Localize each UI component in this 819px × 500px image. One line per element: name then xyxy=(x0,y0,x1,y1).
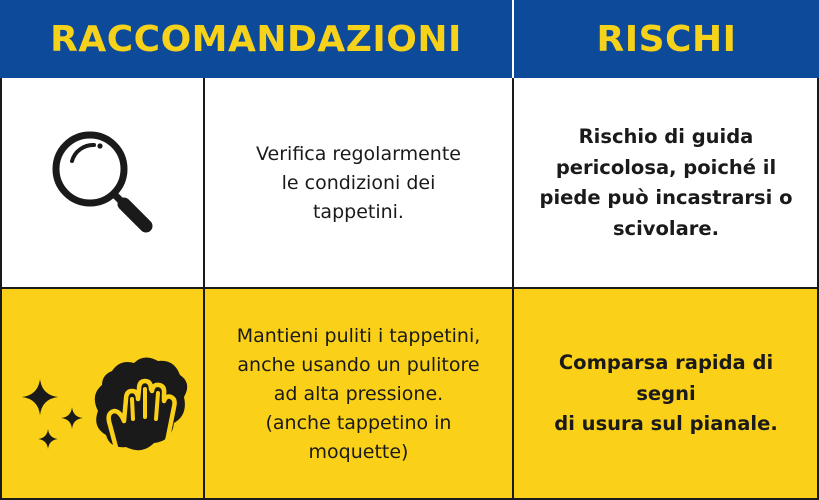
row1-icon-cell xyxy=(0,78,204,288)
row2-risk-cell xyxy=(513,288,819,500)
header-recommendations xyxy=(0,0,512,78)
row2-risk-line: Comparsa rapida di segni xyxy=(558,351,774,405)
row2-rec-line: moquette) xyxy=(308,440,409,463)
row1-risk-line: piede può incastrarsi o xyxy=(539,186,793,209)
row2-recommendation-text xyxy=(221,322,497,467)
row2-rec-line: Mantieni puliti i tappetini, xyxy=(236,324,481,347)
row1-recommendation-text xyxy=(240,140,477,227)
row1-rec-line: tappetini. xyxy=(312,200,404,223)
row2-rec-line: (anche tappetino in xyxy=(265,411,452,434)
row2-recommendation-cell xyxy=(204,288,513,500)
row2-risk-line: di usura sul pianale. xyxy=(554,412,778,436)
row1-risk-line: Rischio di guida xyxy=(578,125,754,148)
magnifying-glass-icon xyxy=(42,123,162,243)
row1-recommendation-cell xyxy=(204,78,513,288)
row2-rec-line: anche usando un pulitore xyxy=(237,353,480,376)
header-recommendations-label: RACCOMANDAZIONI xyxy=(50,18,462,60)
row2-risk-text xyxy=(513,348,819,440)
header-risks-label: RISCHI xyxy=(596,18,737,60)
row-divider xyxy=(0,287,819,289)
cleaning-glove-sparkle-icon xyxy=(12,319,192,469)
row2-rec-line: ad alta pressione. xyxy=(273,382,444,405)
row2-icon-cell xyxy=(0,288,204,500)
row1-risk-text xyxy=(524,122,809,244)
col-divider-1 xyxy=(203,78,205,500)
header-divider xyxy=(512,0,514,78)
header-risks xyxy=(514,0,819,78)
row1-risk-line: scivolare. xyxy=(612,216,720,240)
row1-rec-line: le condizioni dei xyxy=(281,171,436,194)
row1-risk-line: pericolosa, poiché il xyxy=(555,155,777,179)
row1-rec-line: Verifica regolarmente xyxy=(256,142,461,165)
border-left xyxy=(0,78,2,500)
col-divider-2 xyxy=(512,78,514,500)
row1-risk-cell xyxy=(513,78,819,288)
